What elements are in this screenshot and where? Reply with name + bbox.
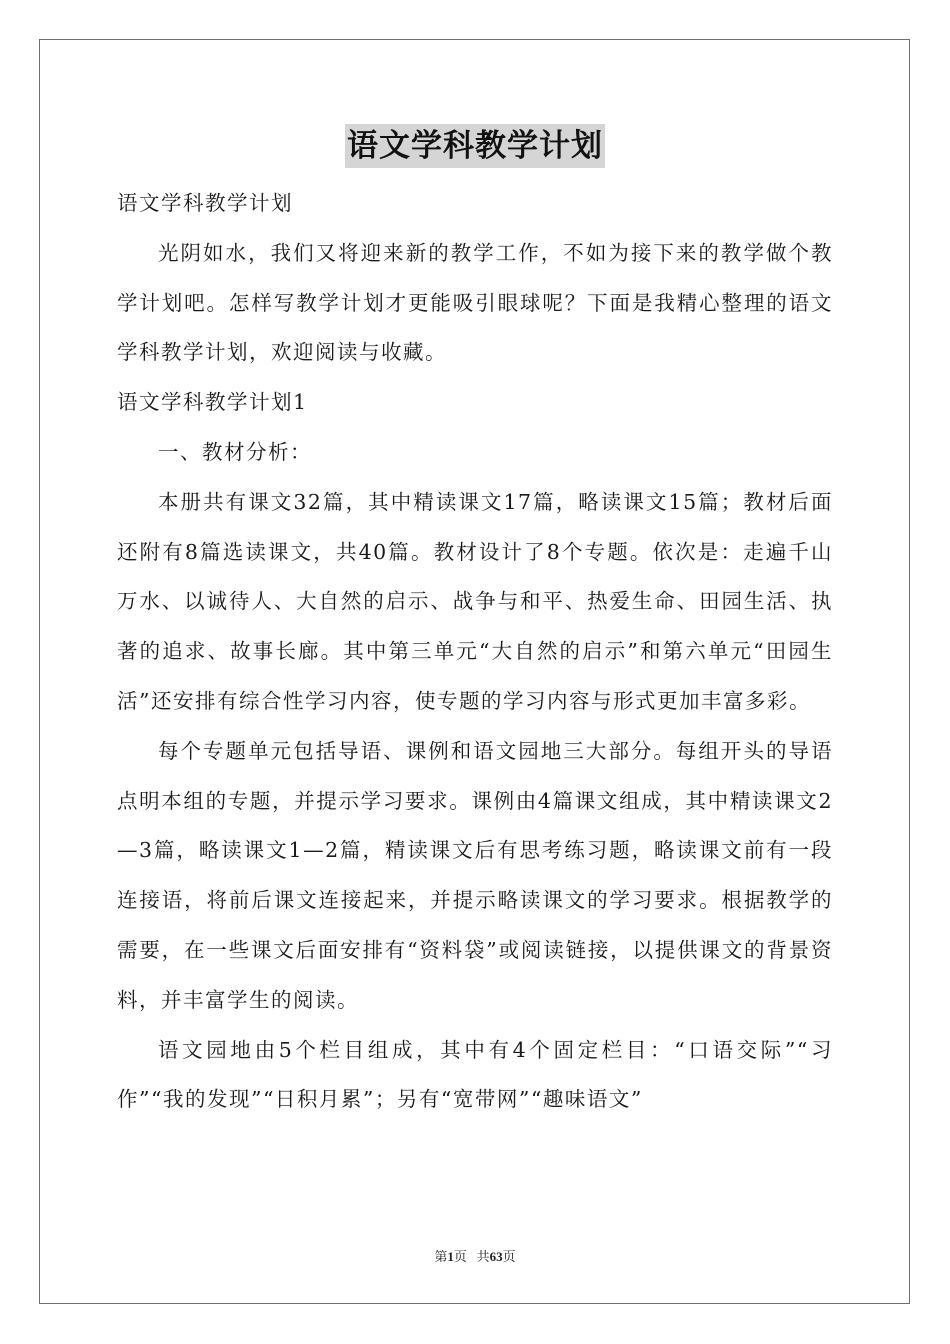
total-suffix: 页 [502,1249,516,1264]
page-footer [0,1246,950,1265]
section-heading: 语文学科教学计划1 [117,390,308,415]
body-paragraph: 每个专题单元包括导语、课例和语文园地三大部分。每组开头的导语点明本组的专题，并提示学习要求。课例由4篇课文组成，其中精读课文2—3篇，略读课文1—2篇，精读课文后有思考练习题，略读课文前有一段连接语，将前后课文连接起来，并提示略读课文的学习要求。根据教学的需要，在一些课文后面安排有“资料袋”或阅读链接，以提供课文的背景资料，并丰富学生的阅读。 [117,738,833,1012]
page-prefix: 第 [434,1249,448,1264]
page-suffix: 页 [453,1249,467,1264]
total-page-count: 63 [489,1249,503,1264]
document-body [117,179,833,1125]
total-prefix: 共 [476,1249,490,1264]
document-subtitle: 语文学科教学计划 [117,191,293,215]
intro-paragraph: 光阴如水，我们又将迎来新的教学工作，不如为接下来的教学做个教学计划吧。怎样写教学计划才更能吸引眼球呢？下面是我精心整理的语文学科教学计划，欢迎阅读与收藏。 [117,240,833,365]
body-paragraph: 语文园地由5个栏目组成，其中有4个固定栏目：“口语交际”“习作”“我的发现”“日积月累”；另有“宽带网”“趣味语文” [117,1037,833,1112]
current-page-number: 1 [447,1249,454,1264]
subsection-heading: 一、教材分析： [158,439,312,464]
body-paragraph: 本册共有课文32篇，其中精读课文17篇，略读课文15篇；教材后面还附有8篇选读课文，共40篇。教材设计了8个专题。依次是：走遍千山万水、以诚待人、大自然的启示、战争与和平、热爱生命、田园生活、执著的追求、故事长廊。其中第三单元“大自然的启示”和第六单元“田园生活”还安排有综合性学习内容，使专题的学习内容与形式更加丰富多彩。 [117,489,833,713]
document-title: 语文学科教学计划 [345,124,605,168]
title-container [0,124,950,168]
